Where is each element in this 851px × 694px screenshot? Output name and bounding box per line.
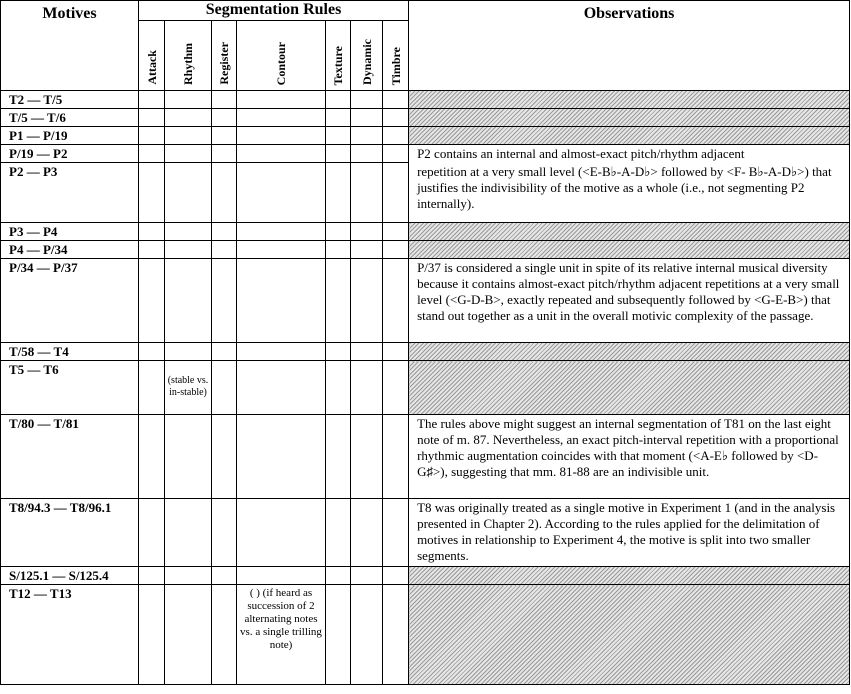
table-row [1, 259, 850, 343]
observation-empty [409, 361, 850, 415]
motive-cell: P2 — P3 [1, 163, 139, 223]
table-row [1, 127, 850, 145]
contour-note: ( ) (if heard as succession of 2 alternating notes vs. a single trilling note) [237, 585, 326, 685]
motive-cell: P3 — P4 [1, 223, 139, 241]
observation-cell: repetition at a very small level (<E-B♭-A-D♭> followed by <F- B♭-A-D♭>) that justifies the indivisibility of the motive as a whole (i.e., not segmenting P2 internally). [409, 163, 850, 223]
header-timbre: Timbre [383, 21, 409, 91]
table-row [1, 223, 850, 241]
observation-cell: P2 contains an internal and almost-exact pitch/rhythm adjacent [409, 145, 850, 163]
motive-cell: T/80 — T/81 [1, 415, 139, 499]
motive-cell: S/125.1 — S/125.4 [1, 567, 139, 585]
table-row [1, 567, 850, 585]
header-observations: Observations [409, 1, 850, 91]
header-rhythm: Rhythm [165, 21, 212, 91]
motive-cell: T/5 — T/6 [1, 109, 139, 127]
observation-empty [409, 343, 850, 361]
table-row [1, 415, 850, 499]
header-register: Register [212, 21, 237, 91]
motive-cell: T/58 — T4 [1, 343, 139, 361]
observation-empty [409, 223, 850, 241]
table-row [1, 361, 850, 415]
observation-empty [409, 585, 850, 685]
motive-cell: T8/94.3 — T8/96.1 [1, 499, 139, 567]
motive-cell: T12 — T13 [1, 585, 139, 685]
observation-empty [409, 567, 850, 585]
motive-cell: P1 — P/19 [1, 127, 139, 145]
rhythm-note: (stable vs. in-stable) [165, 361, 212, 415]
motive-cell: P/19 — P2 [1, 145, 139, 163]
observation-empty [409, 127, 850, 145]
observation-cell: The rules above might suggest an internal segmentation of T81 on the last eight note of m. 87. Nevertheless, an exact pitch-interval repetition with a proportional rhythmic augmentation coincides with that moment (<A-E♭ followed by <D-G♯>), suggesting that mm. 81-88 are an indivisible unit. [409, 415, 850, 499]
header-motives: Motives [1, 1, 139, 91]
observation-cell: T8 was originally treated as a single motive in Experiment 1 (and in the analysis presented in Chapter 2). According to the rules applied for the delimitation of motives in relationship to Experiment 4, the motive is split into two smaller segments. [409, 499, 850, 567]
header-dynamic: Dynamic [351, 21, 383, 91]
table-row [1, 343, 850, 361]
observation-empty [409, 91, 850, 109]
table-row [1, 585, 850, 685]
header-segmentation-rules: Segmentation Rules [139, 1, 409, 21]
observation-cell: P/37 is considered a single unit in spite of its relative internal musical diversity because it contains almost-exact pitch/rhythm adjacent repetitions at a very small level (<G-D-B>, exactly repeated and subsequently followed by <G-E-B>) that stand out together as a unit in the overall motivic complexity of the passage. [409, 259, 850, 343]
table-row [1, 241, 850, 259]
motive-cell: P4 — P/34 [1, 241, 139, 259]
motive-cell: T2 — T/5 [1, 91, 139, 109]
table-row [1, 109, 850, 127]
observation-empty [409, 241, 850, 259]
motive-cell: P/34 — P/37 [1, 259, 139, 343]
table-row [1, 145, 850, 163]
table-row [1, 499, 850, 567]
observation-empty [409, 109, 850, 127]
header-contour: Contour [237, 21, 326, 91]
table-row [1, 91, 850, 109]
motive-cell: T5 — T6 [1, 361, 139, 415]
table-row [1, 163, 850, 223]
header-attack: Attack [139, 21, 165, 91]
header-texture: Texture [326, 21, 351, 91]
